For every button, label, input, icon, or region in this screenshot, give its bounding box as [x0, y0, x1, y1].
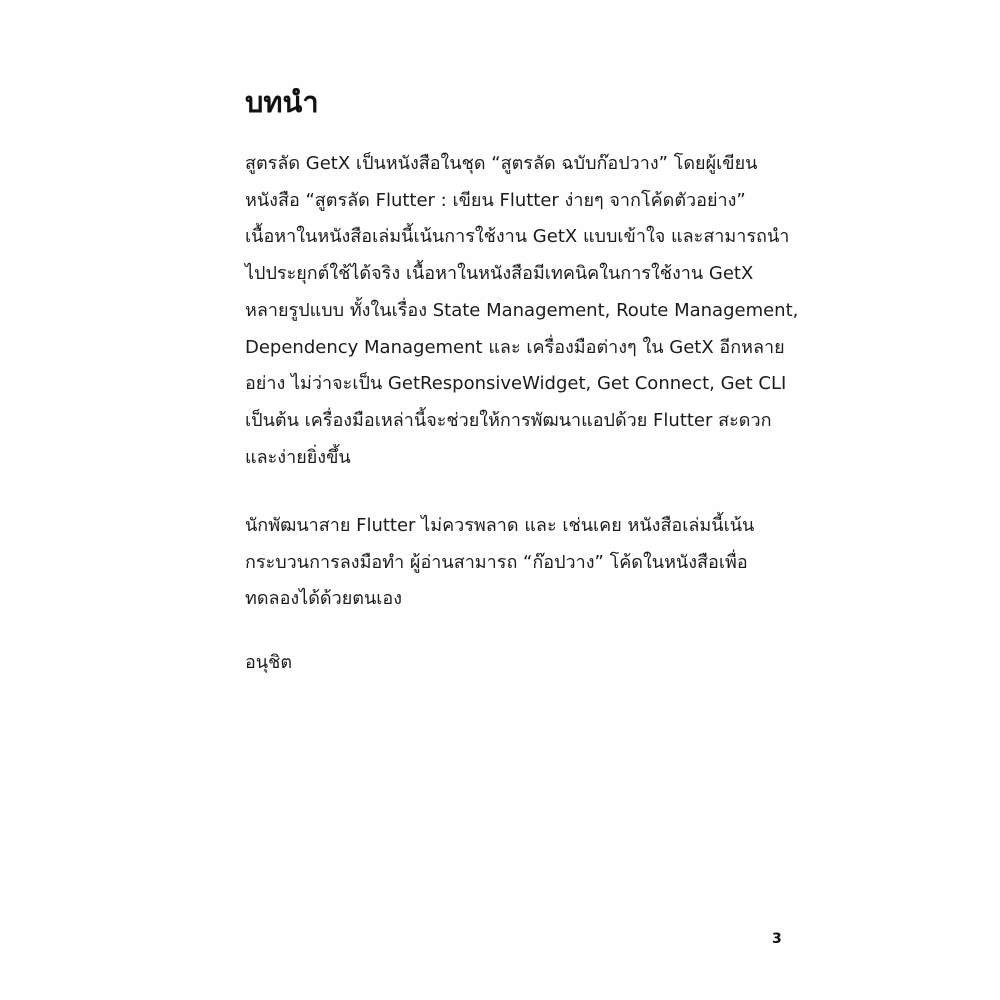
- paragraph-line: หลายรูปแบบ ทั้งในเรื่อง State Management, Route Management,: [245, 299, 799, 321]
- paragraph-line: หนังสือ “สูตรลัด Flutter : เขียน Flutter ง่ายๆ จากโค้ดตัวอย่าง”: [245, 189, 746, 211]
- paragraph-line: อย่าง ไม่ว่าจะเป็น GetResponsiveWidget, Get Connect, Get CLI: [245, 373, 787, 395]
- paragraph-line: ไปประยุกต์ใช้ได้จริง เนื้อหาในหนังสือมีเทคนิคในการใช้งาน GetX: [245, 263, 754, 285]
- page-number: 3: [772, 931, 782, 947]
- paragraph-line: ทดลองได้ด้วยตนเอง: [245, 588, 403, 610]
- chapter-heading: บทนำ: [245, 85, 319, 119]
- paragraph-line: เป็นต้น เครื่องมือเหล่านี้จะช่วยให้การพัฒนาแอปด้วย Flutter สะดวก: [245, 409, 772, 431]
- paragraph-line: และง่ายยิ่งขึ้น: [245, 446, 351, 468]
- intro-paragraph-1: [245, 146, 805, 476]
- paragraph-line: เนื้อหาในหนังสือเล่มนี้เน้นการใช้งาน GetX แบบเข้าใจ และสามารถนำ: [245, 226, 790, 248]
- intro-paragraph-2: [245, 508, 805, 618]
- author-signature: อนุชิต: [245, 652, 293, 673]
- paragraph-line: กระบวนการลงมือทำ ผู้อ่านสามารถ “ก๊อปวาง” โค้ดในหนังสือเพื่อ: [245, 551, 748, 573]
- paragraph-line: Dependency Management และ เครื่องมือต่างๆ ใน GetX อีกหลาย: [245, 336, 785, 358]
- paragraph-line: นักพัฒนาสาย Flutter ไม่ควรพลาด และ เช่นเคย หนังสือเล่มนี้เน้น: [245, 515, 755, 536]
- paragraph-line: สูตรลัด GetX เป็นหนังสือในชุด “สูตรลัด ฉบับก๊อปวาง” โดยผู้เขียน: [245, 153, 758, 174]
